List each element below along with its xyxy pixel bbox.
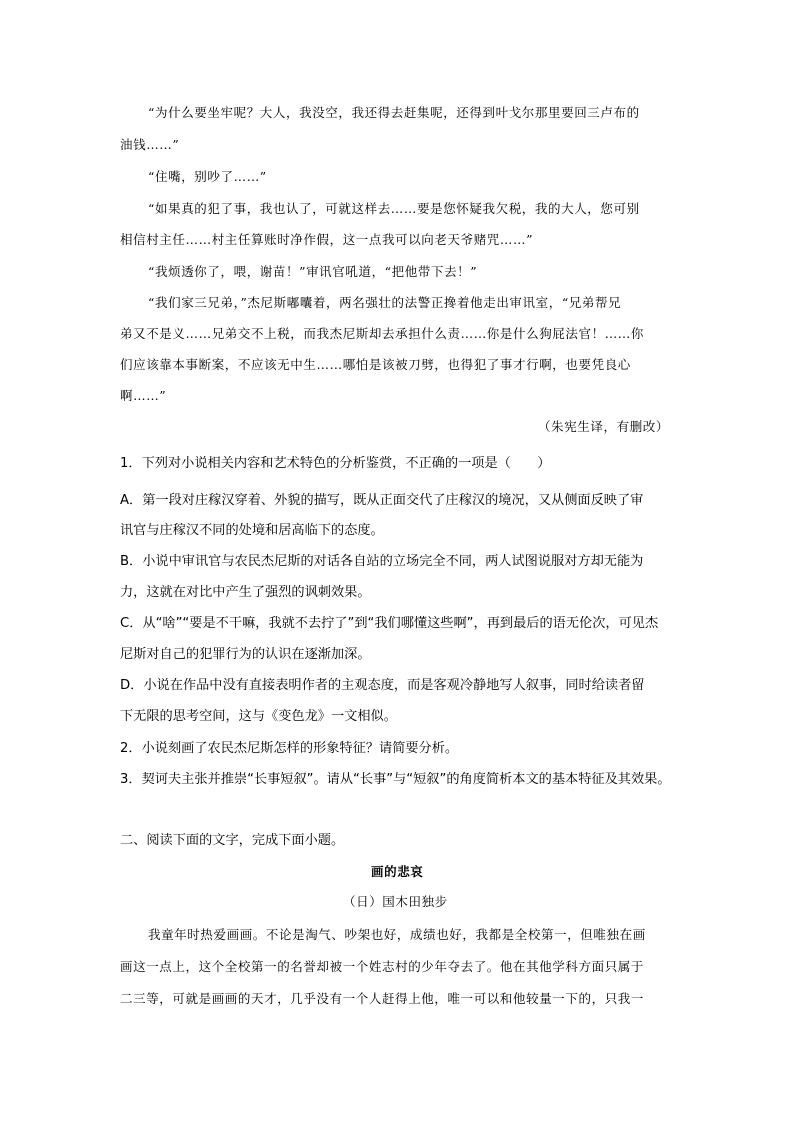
story-line: 油钱……” [120,137,180,152]
option-c: 尼斯对自己的犯罪行为的认识在逐渐加深。 [120,647,371,662]
question-3: 3．契诃夫主张并推崇“长事短叙”。请从“长事”与“短叙”的角度简析本文的基本特征及其效果。 [120,772,671,787]
story-line: 相信村主任……村主任算账时净作假，这一点我可以向老天爷赌咒……” [120,232,534,247]
story-line: 们应该靠本事断案，不应该无中生……哪怕是该被刀劈，也得犯了事才行啊，也要凭良心 [120,357,631,372]
option-a: 讯官与庄稼汉不同的处境和居高临下的态度。 [120,523,384,538]
option-b: 力，这就在对比中产生了强烈的讽刺效果。 [120,585,371,600]
story-line: 啊……” [120,388,167,403]
story-line: “为什么要坐牢呢？大人，我没空，我还得去赶集呢，还得到叶戈尔那里要回三卢布的 [148,105,640,120]
section-heading: 二、阅读下面的文字，完成下面小题。 [120,833,345,848]
article-line: 我童年时热爱画画。不论是淘气、吵架也好，成绩也好，我都是全校第一，但唯独在画 [148,927,646,942]
option-d: D．小说在作品中没有直接表明作者的主观态度，而是客观冷静地写人叙事，同时给读者留 [120,678,645,693]
story-line: 弟又不是义……兄弟交不上税，而我杰尼斯却去承担什么责……你是什么狗屁法官！……你 [120,326,645,341]
article-title: 画的悲哀 [371,864,424,879]
story-line: “我烦透你了，喂，谢苗！”审讯官吼道，“把他带下去！” [148,264,478,279]
story-line: “如果真的犯了事，我也认了，可就这样去……要是您怀疑我欠税，我的大人，您可别 [148,201,640,216]
question-2: 2．小说刻画了农民杰尼斯怎样的形象特征？请简要分析。 [120,741,459,756]
option-c: C．从“啥”“要是不干嘛，我就不去拧了”到“我们哪懂这些啊”，再到最后的语无伦次，可见杰 [120,616,659,631]
story-line: “我们家三兄弟，”杰尼斯嘟囔着，两名强壮的法警正搀着他走出审讯室，“兄弟帮兄 [148,295,622,310]
option-a: A．第一段对庄稼汉穿着、外貌的描写，既从正面交代了庄稼汉的境况，又从侧面反映了审 [120,493,644,508]
source-note: （朱宪生译，有删改） [538,419,670,434]
story-line: “住嘴，别吵了……” [148,169,267,184]
option-b: B．小说中审讯官与农民杰尼斯的对话各自站的立场完全不同，两人试图说服对方却无能为 [120,554,644,569]
article-author: （日）国木田独步 [343,894,448,909]
option-d: 下无限的思考空间，这与《变色龙》一文相似。 [120,709,397,724]
article-line: 二三等，可就是画画的天才，几乎没有一个人赶得上他，唯一可以和他较量一下的，只我一 [120,991,645,1006]
question-1-stem: 1．下列对小说相关内容和艺术特色的分析鉴赏，不正确的一项是（ ） [120,456,551,471]
article-line: 画这一点上，这个全校第一的名誉却被一个姓志村的少年夺去了。他在其他学科方面只属于 [120,959,645,974]
